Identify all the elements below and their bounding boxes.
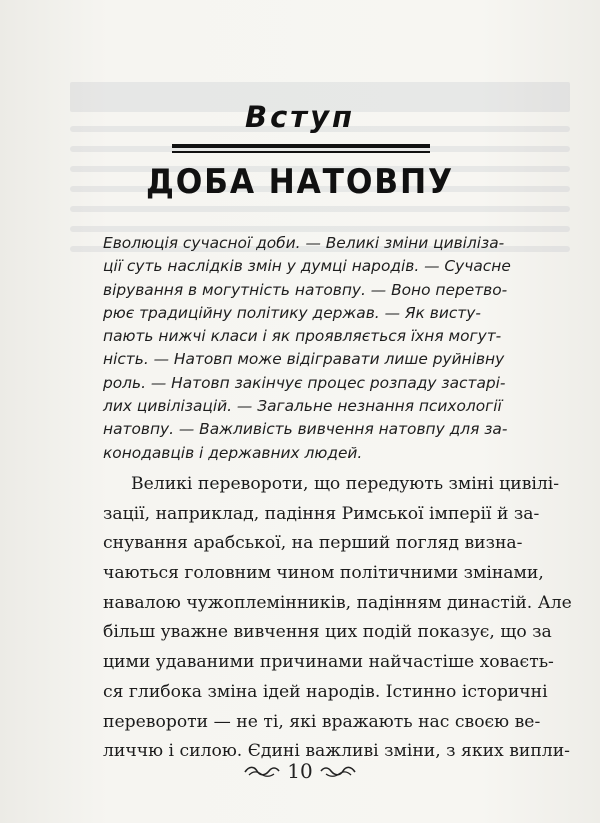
body-line: навалою чужоплемінників, падінням династій. Але (103, 592, 572, 613)
chapter-summary (103, 232, 543, 465)
body-line: перевороти — не ті, які вражають нас своєю ве- (103, 711, 541, 732)
title-rule-thick (172, 144, 430, 148)
summary-line: рює традиційну політику держав. — Як висту- (103, 303, 481, 322)
body-line: чаються головним чином політичними змінами, (103, 563, 544, 584)
body-paragraph (103, 470, 572, 767)
summary-line: ції суть наслідків змін у думці народів. — Сучасне (103, 257, 511, 276)
page-number: 10 (287, 759, 313, 783)
body-line: личчю і силою. Єдині важливі зміни, з яких випли- (103, 741, 570, 762)
flourish-right-icon (319, 763, 357, 779)
section-label: Вступ (244, 100, 356, 134)
body-line: Великі перевороти, що передують зміні цивілі- (131, 474, 560, 494)
summary-line: Еволюція сучасної доби. — Великі зміни цивілізa- (103, 234, 505, 252)
body-line: ся глибока зміна ідей народів. Істинно історичні (103, 681, 548, 702)
chapter-title: ДОБА НАТОВПУ (146, 162, 454, 202)
summary-line: лих цивілізацій. — Загальне незнання психології (103, 397, 502, 416)
summary-line: вірування в могутність натовпу. — Воно перетво- (103, 280, 508, 299)
flourish-left-icon (243, 763, 281, 779)
summary-line: пають нижчі класи і як проявляється їхня могут- (103, 327, 502, 346)
body-line: снування арабської, на перший погляд визна- (103, 533, 523, 554)
summary-line: конодавців і державних людей. (103, 443, 363, 462)
summary-line: роль. — Натовп закінчує процес розпаду застарі- (103, 373, 506, 392)
body-line: зації, наприклад, падіння Римської імперії й за- (103, 503, 540, 524)
body-line: більш уважне вивчення цих подій показує, що за (103, 622, 552, 643)
summary-line: натовпу. — Важливість вивчення натовпу для за- (103, 420, 508, 439)
page-footer (0, 757, 600, 785)
summary-line: ність. — Натовп може відігравати лише руйнівну (103, 350, 505, 369)
title-rule-thin (172, 151, 430, 153)
body-line: цими удаваними причинами найчастіше ховаєть- (103, 652, 554, 673)
